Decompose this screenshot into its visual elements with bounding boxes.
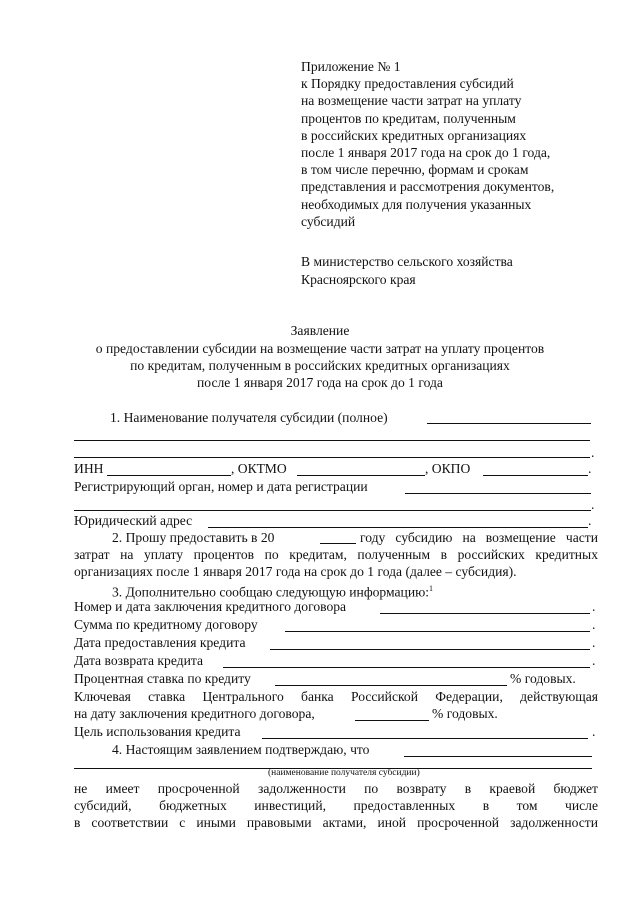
key-rate-unit: % годовых. bbox=[432, 706, 498, 721]
rate-unit: % годовых. bbox=[510, 671, 576, 686]
rate-field[interactable] bbox=[275, 685, 507, 686]
recipient-name-field-line2[interactable] bbox=[74, 440, 590, 441]
reg-authority-field[interactable] bbox=[405, 493, 591, 494]
annex-line: Приложение № 1 bbox=[301, 59, 401, 74]
title-line: по кредитам, полученным в российских кредитных организациях bbox=[130, 358, 510, 373]
punctuation: . bbox=[592, 635, 596, 650]
item2-text: организациях после 1 января 2017 года на срок до 1 года (далее – субсидия). bbox=[74, 564, 517, 579]
year-field[interactable] bbox=[320, 543, 356, 544]
recipient-name-field[interactable] bbox=[427, 423, 591, 424]
reg-authority-label: Регистрирующий орган, номер и дата регистрации bbox=[74, 479, 368, 494]
contract-field[interactable] bbox=[380, 613, 590, 614]
annex-line: после 1 января 2017 года на срок до 1 года, bbox=[301, 145, 551, 161]
title-line: после 1 января 2017 года на срок до 1 года bbox=[197, 375, 443, 390]
legal-address-field[interactable] bbox=[208, 527, 588, 528]
oktmo-field[interactable] bbox=[297, 475, 425, 476]
recipient-name-field-line3[interactable] bbox=[74, 457, 590, 458]
footnote-mark: 1 bbox=[429, 584, 434, 593]
recipient-confirm-field[interactable] bbox=[404, 756, 592, 757]
punctuation: . bbox=[591, 497, 595, 512]
addressee-block bbox=[301, 253, 513, 288]
item1-label: 1. Наименование получателя субсидии (полное) bbox=[110, 410, 388, 425]
final-text: в соответствии с иными правовыми актами, иной просроченной задолженности bbox=[74, 815, 598, 830]
punctuation: . bbox=[592, 724, 596, 739]
title-line: о предоставлении субсидии на возмещение части затрат на уплату процентов bbox=[95, 341, 545, 356]
annex-block bbox=[301, 58, 554, 230]
item2-text: году субсидию на возмещение части bbox=[360, 530, 598, 545]
legal-address-label: Юридический адрес bbox=[74, 513, 193, 528]
punctuation: . bbox=[588, 461, 592, 476]
reg-authority-field-line2[interactable] bbox=[74, 510, 591, 511]
purpose-label: Цель использования кредита bbox=[74, 724, 241, 739]
addressee-line: В министерство сельского хозяйства bbox=[301, 254, 513, 269]
punctuation: . bbox=[592, 599, 596, 614]
return-date-field[interactable] bbox=[223, 667, 590, 668]
okpo-label: , ОКПО bbox=[425, 461, 471, 476]
field-caption: (наименование получателя субсидии) bbox=[268, 768, 420, 778]
item2-text: затрат на уплату процентов по кредитам, полученным в российских кредитных bbox=[74, 547, 598, 562]
annex-line: к Порядку предоставления субсидий bbox=[301, 76, 514, 92]
item3-text: 3. Дополнительно сообщаю следующую информацию: bbox=[112, 584, 430, 600]
final-text: не имеет просроченной задолженности по возврату в краевой бюджет bbox=[74, 781, 598, 796]
key-rate-text: Ключевая ставка Центрального банка Российской Федерации, действующая bbox=[74, 689, 598, 704]
annex-line: в том числе перечню, формам и срокам bbox=[301, 162, 529, 178]
grant-date-field[interactable] bbox=[270, 649, 590, 650]
addressee-line: Красноярского края bbox=[301, 271, 416, 287]
item2-text: 2. Прошу предоставить в 20 bbox=[112, 530, 275, 545]
final-text: субсидий, бюджетных инвестиций, предоставленных в том числе bbox=[74, 798, 598, 813]
punctuation: . bbox=[592, 617, 596, 632]
key-rate-field[interactable] bbox=[355, 720, 429, 721]
inn-field[interactable] bbox=[107, 475, 231, 476]
annex-line: процентов по кредитам, полученным bbox=[301, 110, 516, 126]
contract-label: Номер и дата заключения кредитного договора bbox=[74, 599, 347, 614]
annex-line: необходимых для получения указанных bbox=[301, 196, 532, 212]
document-title: Заявление bbox=[290, 323, 350, 338]
annex-line: субсидий bbox=[301, 213, 356, 229]
purpose-field[interactable] bbox=[262, 738, 588, 739]
item4-label: 4. Настоящим заявлением подтверждаю, что bbox=[112, 742, 370, 757]
rate-label: Процентная ставка по кредиту bbox=[74, 671, 251, 686]
annex-line: на возмещение части затрат на уплату bbox=[301, 93, 522, 109]
inn-label: ИНН bbox=[74, 461, 104, 476]
amount-field[interactable] bbox=[285, 631, 590, 632]
annex-line: представления и рассмотрения документов, bbox=[301, 179, 555, 195]
punctuation: . bbox=[591, 445, 595, 460]
punctuation: . bbox=[588, 513, 592, 528]
return-date-label: Дата возврата кредита bbox=[74, 653, 204, 668]
oktmo-label: , ОКТМО bbox=[231, 461, 287, 476]
grant-date-label: Дата предоставления кредита bbox=[74, 635, 246, 650]
okpo-field[interactable] bbox=[483, 475, 588, 476]
amount-label: Сумма по кредитному договору bbox=[74, 617, 258, 632]
punctuation: . bbox=[592, 653, 596, 668]
annex-line: в российских кредитных организациях bbox=[301, 127, 527, 143]
key-rate-text: на дату заключения кредитного договора, bbox=[74, 706, 315, 721]
